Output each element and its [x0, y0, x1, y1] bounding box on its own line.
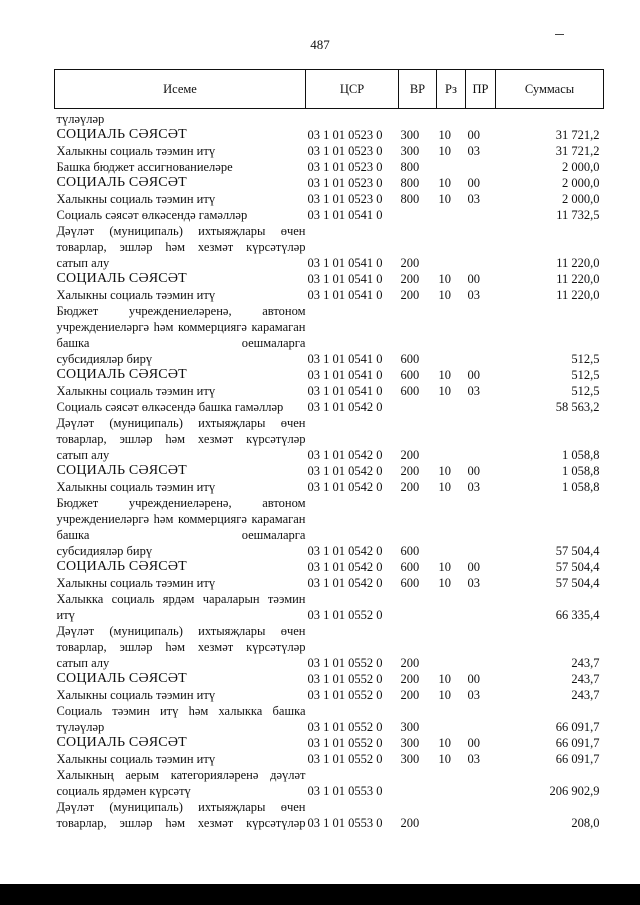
- cell-name: [55, 175, 306, 191]
- cell-name: [55, 751, 306, 767]
- cell-pr: 00: [467, 464, 480, 478]
- cell-name-text: Халыкны социаль тәэмин итү: [56, 480, 216, 494]
- cell-sum: 11 220,0: [556, 272, 600, 286]
- cell-sum: 1 058,8: [562, 480, 600, 494]
- cell-pr: [466, 207, 496, 223]
- cell-sum: 66 091,7: [555, 720, 600, 734]
- cell-pr: [466, 495, 496, 559]
- cell-name: [55, 623, 306, 671]
- table-row: [55, 767, 604, 799]
- table-row: [55, 495, 604, 559]
- table-row: [55, 751, 604, 767]
- cell-rz: 10: [438, 576, 451, 590]
- cell-name-text: Халыкны социаль тәэмин итү: [56, 576, 216, 590]
- cell-vr: 200: [400, 272, 420, 286]
- cell-sum: 66 091,7: [555, 736, 600, 750]
- table-body: [55, 109, 604, 832]
- cell-sum: 11 220,0: [556, 288, 600, 302]
- header-name: Исеме: [55, 70, 306, 109]
- table-row: [55, 399, 604, 415]
- cell-sum: 2 000,0: [562, 160, 600, 174]
- cell-sum: 11 732,5: [556, 208, 600, 222]
- cell-name-last-line: сатып алу: [56, 448, 110, 462]
- cell-sum: 1 058,8: [562, 448, 600, 462]
- cell-name: [55, 671, 306, 687]
- cell-name: [55, 703, 306, 735]
- cell-name-last-line: итү: [56, 608, 75, 622]
- cell-csr: 03 1 01 0542 0: [307, 560, 383, 574]
- cell-name-text: Дәүләт (муниципаль) ихтыяҗлары өчен товарлар, эшләр һәм хезмәт күрсәтүләр: [56, 800, 306, 830]
- cell-csr: 03 1 01 0541 0: [307, 256, 383, 270]
- cell-csr: 03 1 01 0523 0: [307, 144, 383, 158]
- cell-rz: 10: [438, 688, 451, 702]
- cell-vr: 200: [400, 656, 420, 670]
- table-row: [55, 159, 604, 175]
- cell-csr: [306, 111, 399, 127]
- cell-sum: 58 563,2: [555, 400, 600, 414]
- cell-pr: [466, 159, 496, 175]
- table-row: [55, 175, 604, 191]
- cell-pr: 03: [467, 144, 480, 158]
- cell-sum: 1 058,8: [562, 464, 600, 478]
- cell-rz: 10: [438, 272, 451, 286]
- cell-rz: 10: [438, 736, 451, 750]
- cell-vr: 200: [400, 448, 420, 462]
- table-row: [55, 735, 604, 751]
- cell-vr: 600: [400, 544, 420, 558]
- cell-rz: [437, 703, 466, 735]
- cell-csr: 03 1 01 0552 0: [307, 736, 383, 750]
- cell-csr: 03 1 01 0523 0: [307, 176, 383, 190]
- cell-csr: 03 1 01 0541 0: [307, 288, 383, 302]
- cell-sum: 11 220,0: [556, 256, 600, 270]
- cell-vr: [399, 207, 437, 223]
- cell-csr: 03 1 01 0523 0: [307, 192, 383, 206]
- table-row: [55, 191, 604, 207]
- cell-name: [55, 479, 306, 495]
- cell-name: [55, 287, 306, 303]
- cell-name: [55, 399, 306, 415]
- cell-csr: 03 1 01 0542 0: [307, 448, 383, 462]
- cell-sum: 512,5: [571, 368, 600, 382]
- table-row: [55, 591, 604, 623]
- cell-name-text: СОЦИАЛЬ СӘЯСӘТ: [56, 559, 187, 574]
- cell-pr: 03: [467, 752, 480, 766]
- cell-rz: [437, 623, 466, 671]
- header-pr: ПР: [466, 70, 496, 109]
- budget-table: [54, 69, 604, 831]
- cell-pr: [466, 399, 496, 415]
- cell-pr: 00: [467, 368, 480, 382]
- cell-pr: 03: [467, 688, 480, 702]
- cell-csr: 03 1 01 0552 0: [307, 688, 383, 702]
- cell-vr: 200: [400, 480, 420, 494]
- cell-rz: 10: [438, 192, 451, 206]
- header-vr: ВР: [399, 70, 437, 109]
- cell-csr: 03 1 01 0523 0: [307, 160, 383, 174]
- cell-sum: 512,5: [571, 352, 600, 366]
- cell-pr: 03: [467, 576, 480, 590]
- cell-name-text: Дәүләт (муниципаль) ихтыяҗлары өчен товарлар, эшләр һәм хезмәт күрсәтүләр: [56, 624, 306, 654]
- cell-name: [55, 111, 306, 127]
- cell-name: [55, 799, 306, 831]
- cell-csr: 03 1 01 0542 0: [307, 480, 383, 494]
- cell-rz: [437, 159, 466, 175]
- cell-name-text: СОЦИАЛЬ СӘЯСӘТ: [56, 463, 187, 478]
- cell-sum: 243,7: [571, 688, 600, 702]
- cell-name-text: СОЦИАЛЬ СӘЯСӘТ: [56, 175, 187, 190]
- cell-csr: 03 1 01 0541 0: [307, 272, 383, 286]
- cell-name-last-line: түләүләр: [56, 720, 105, 734]
- cell-csr: 03 1 01 0552 0: [307, 720, 383, 734]
- table-row: [55, 799, 604, 831]
- cell-pr: 03: [467, 192, 480, 206]
- cell-csr: 03 1 01 0541 0: [307, 368, 383, 382]
- cell-rz: 10: [438, 128, 451, 142]
- cell-csr: 03 1 01 0542 0: [307, 464, 383, 478]
- cell-name: [55, 415, 306, 463]
- table-row: [55, 415, 604, 463]
- cell-sum: 512,5: [571, 384, 600, 398]
- cell-csr: 03 1 01 0552 0: [307, 752, 383, 766]
- cell-vr: [399, 767, 437, 799]
- cell-csr: 03 1 01 0542 0: [307, 576, 383, 590]
- cell-pr: [466, 303, 496, 367]
- cell-sum: 31 721,2: [555, 144, 600, 158]
- cell-name-text: СОЦИАЛЬ СӘЯСӘТ: [56, 367, 187, 382]
- cell-csr: 03 1 01 0552 0: [307, 656, 383, 670]
- cell-pr: [466, 415, 496, 463]
- cell-rz: [437, 223, 466, 271]
- table-row: [55, 207, 604, 223]
- table-row: [55, 127, 604, 143]
- cell-name: [55, 207, 306, 223]
- cell-name-last-line: субсидияләр бирү: [56, 352, 153, 366]
- table-row: [55, 287, 604, 303]
- cell-pr: [466, 111, 496, 127]
- cell-name: [55, 559, 306, 575]
- cell-vr: 200: [400, 464, 420, 478]
- cell-csr: 03 1 01 0541 0: [307, 208, 383, 222]
- cell-name: [55, 383, 306, 399]
- cell-name-text: Социаль сәясәт өлкәсендә гамәлләр: [56, 208, 248, 222]
- cell-name-text: Социаль сәясәт өлкәсендә башка гамәлләр: [56, 400, 284, 414]
- cell-name: [55, 591, 306, 623]
- cell-pr: 00: [467, 176, 480, 190]
- cell-sum: 31 721,2: [555, 128, 600, 142]
- cell-rz: [437, 495, 466, 559]
- cell-name-last-line: социаль ярдәмен күрсәтү: [56, 784, 191, 798]
- cell-pr: [466, 223, 496, 271]
- cell-vr: 200: [400, 256, 420, 270]
- cell-csr: 03 1 01 0552 0: [307, 672, 383, 686]
- scan-mark: [555, 34, 564, 35]
- cell-rz: [437, 799, 466, 831]
- cell-sum: 243,7: [571, 656, 600, 670]
- cell-csr: 03 1 01 0552 0: [307, 608, 383, 622]
- cell-vr: 200: [400, 816, 420, 830]
- cell-sum: 243,7: [571, 672, 600, 686]
- cell-name-text: Халыкны социаль тәэмин итү: [56, 752, 216, 766]
- table-row: [55, 463, 604, 479]
- cell-sum: 206 902,9: [549, 784, 600, 798]
- header-csr: ЦСР: [306, 70, 399, 109]
- cell-name-text: Социаль тәэмин итү һәм халыкка башка: [56, 704, 306, 718]
- cell-vr: 300: [400, 128, 420, 142]
- cell-csr: 03 1 01 0553 0: [307, 816, 383, 830]
- cell-rz: 10: [438, 464, 451, 478]
- cell-name: [55, 687, 306, 703]
- cell-rz: 10: [438, 384, 451, 398]
- cell-name-text: Дәүләт (муниципаль) ихтыяҗлары өчен товарлар, эшләр һәм хезмәт күрсәтүләр: [56, 416, 306, 446]
- cell-pr: [466, 591, 496, 623]
- cell-name-text: Халыкны социаль тәэмин итү: [56, 288, 216, 302]
- cell-name: [55, 367, 306, 383]
- table-row: [55, 623, 604, 671]
- cell-rz: 10: [438, 672, 451, 686]
- cell-csr: 03 1 01 0541 0: [307, 384, 383, 398]
- cell-name: [55, 191, 306, 207]
- cell-csr: 03 1 01 0553 0: [307, 784, 383, 798]
- table-row: [55, 575, 604, 591]
- cell-name-text: Башка бюджет ассигнованиеләре: [56, 160, 233, 174]
- cell-pr: 03: [467, 480, 480, 494]
- table-row: [55, 383, 604, 399]
- cell-name-text: Бюджет учреждениеләренә, автоном учреждениеләргә һәм коммерциягә карамаган башка оешмаларга: [56, 304, 306, 350]
- cell-vr: 300: [400, 752, 420, 766]
- cell-rz: [437, 399, 466, 415]
- cell-vr: 800: [400, 176, 420, 190]
- cell-name: [55, 463, 306, 479]
- cell-name: [55, 127, 306, 143]
- cell-rz: [437, 591, 466, 623]
- cell-name: [55, 767, 306, 799]
- cell-name-text: СОЦИАЛЬ СӘЯСӘТ: [56, 271, 187, 286]
- cell-vr: 600: [400, 352, 420, 366]
- cell-vr: 300: [400, 144, 420, 158]
- cell-name: [55, 735, 306, 751]
- cell-rz: [437, 303, 466, 367]
- cell-sum: 2 000,0: [562, 192, 600, 206]
- cell-rz: 10: [438, 560, 451, 574]
- cell-pr: 00: [467, 128, 480, 142]
- cell-vr: [399, 111, 437, 127]
- cell-rz: 10: [438, 144, 451, 158]
- cell-name-text: Бюджет учреждениеләренә, автоном учреждениеләргә һәм коммерциягә карамаган башка оешмаларга: [56, 496, 306, 542]
- cell-pr: [466, 623, 496, 671]
- cell-name: [55, 271, 306, 287]
- cell-vr: [399, 399, 437, 415]
- cell-sum: 208,0: [571, 816, 600, 830]
- cell-rz: [437, 767, 466, 799]
- cell-rz: 10: [438, 480, 451, 494]
- cell-sum: [496, 111, 604, 127]
- cell-vr: 800: [400, 192, 420, 206]
- cell-vr: 200: [400, 288, 420, 302]
- cell-name-text: СОЦИАЛЬ СӘЯСӘТ: [56, 671, 187, 686]
- cell-vr: [399, 591, 437, 623]
- cell-vr: 300: [400, 736, 420, 750]
- cell-name-text: Халыкны социаль тәэмин итү: [56, 688, 216, 702]
- cell-rz: 10: [438, 368, 451, 382]
- table-row: [55, 223, 604, 271]
- cell-sum: 57 504,4: [555, 576, 600, 590]
- cell-pr: 00: [467, 672, 480, 686]
- cell-pr: [466, 703, 496, 735]
- cell-sum: 2 000,0: [562, 176, 600, 190]
- cell-pr: 00: [467, 272, 480, 286]
- header-rz: Рз: [437, 70, 466, 109]
- cell-name-text: СОЦИАЛЬ СӘЯСӘТ: [56, 127, 187, 142]
- table-row: [55, 271, 604, 287]
- cell-rz: 10: [438, 176, 451, 190]
- cell-name: [55, 575, 306, 591]
- cell-name-text: СОЦИАЛЬ СӘЯСӘТ: [56, 735, 187, 750]
- cell-pr: 00: [467, 560, 480, 574]
- cell-pr: 03: [467, 384, 480, 398]
- table-row: [55, 703, 604, 735]
- cell-name-text: Дәүләт (муниципаль) ихтыяҗлары өчен товарлар, эшләр һәм хезмәт күрсәтүләр: [56, 224, 306, 254]
- cell-vr: 600: [400, 368, 420, 382]
- cell-name-text: Халыкны социаль тәэмин итү: [56, 384, 216, 398]
- cell-name: [55, 143, 306, 159]
- cell-pr: 03: [467, 288, 480, 302]
- cell-name-text: Халыкны социаль тәэмин итү: [56, 192, 216, 206]
- cell-rz: [437, 111, 466, 127]
- cell-name-last-line: сатып алу: [56, 656, 110, 670]
- table-row: [55, 559, 604, 575]
- cell-vr: 200: [400, 672, 420, 686]
- cell-name-text: Халыкка социаль ярдәм чараларын тәэмин: [56, 592, 306, 606]
- table-header-row: [55, 70, 604, 109]
- table-row: [55, 367, 604, 383]
- cell-vr: 600: [400, 384, 420, 398]
- header-sum: Суммасы: [496, 70, 604, 109]
- page-number: 487: [310, 37, 330, 52]
- cell-vr: 600: [400, 576, 420, 590]
- cell-vr: 800: [400, 160, 420, 174]
- cell-csr: 03 1 01 0542 0: [307, 544, 383, 558]
- scan-bottom-edge: [0, 884, 640, 905]
- cell-name: [55, 159, 306, 175]
- cell-name: [55, 223, 306, 271]
- cell-vr: 200: [400, 688, 420, 702]
- cell-name-text: Халыкны социаль тәэмин итү: [56, 144, 216, 158]
- table-row: [55, 143, 604, 159]
- table-row: [55, 111, 604, 127]
- cell-rz: [437, 415, 466, 463]
- cell-name-text: түләүләр: [56, 112, 105, 126]
- cell-csr: 03 1 01 0523 0: [307, 128, 383, 142]
- table-row: [55, 687, 604, 703]
- cell-sum: 57 504,4: [555, 560, 600, 574]
- cell-csr: 03 1 01 0541 0: [307, 352, 383, 366]
- cell-vr: 300: [400, 720, 420, 734]
- cell-vr: 600: [400, 560, 420, 574]
- cell-name-text: Халыкның аерым категорияләренә дәүләт: [56, 768, 306, 782]
- table-row: [55, 303, 604, 367]
- cell-rz: 10: [438, 752, 451, 766]
- cell-pr: 00: [467, 736, 480, 750]
- table-row: [55, 671, 604, 687]
- cell-pr: [466, 799, 496, 831]
- cell-sum: 57 504,4: [555, 544, 600, 558]
- cell-rz: 10: [438, 288, 451, 302]
- cell-name: [55, 303, 306, 367]
- cell-rz: [437, 207, 466, 223]
- cell-pr: [466, 767, 496, 799]
- cell-name: [55, 495, 306, 559]
- cell-name-last-line: субсидияләр бирү: [56, 544, 153, 558]
- table-row: [55, 479, 604, 495]
- cell-name-last-line: сатып алу: [56, 256, 110, 270]
- cell-sum: 66 335,4: [555, 608, 600, 622]
- cell-csr: 03 1 01 0542 0: [307, 400, 383, 414]
- cell-sum: 66 091,7: [555, 752, 600, 766]
